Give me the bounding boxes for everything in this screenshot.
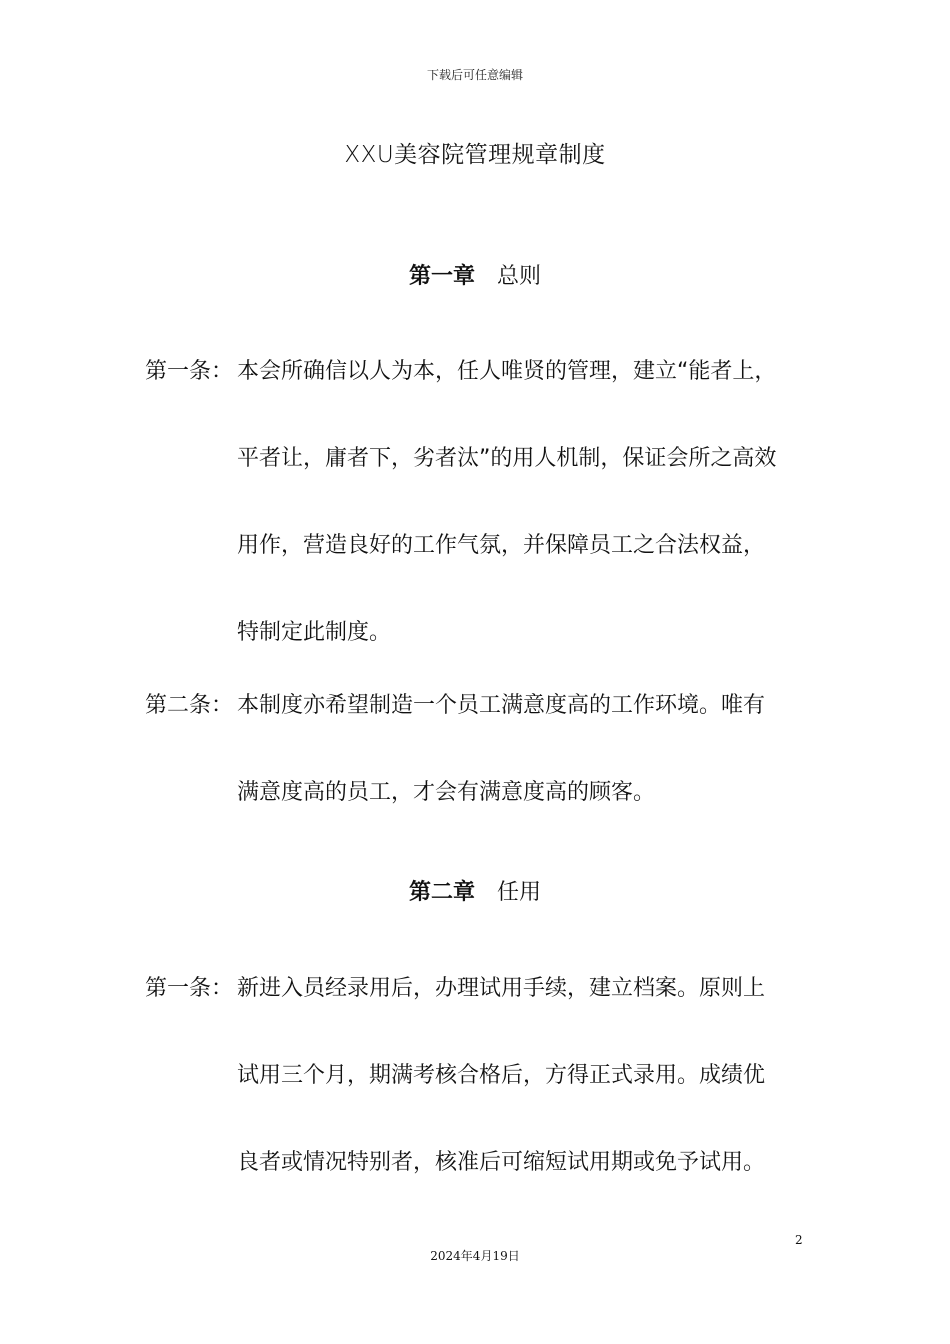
article-line: 本会所确信以人为本，任人唯贤的管理，建立“能者上， [237, 359, 777, 384]
article-line: 本制度亦希望制造一个员工满意度高的工作环境。唯有 [237, 693, 766, 718]
article-line: 良者或情况特别者，核准后可缩短试用期或免予试用。 [237, 1150, 766, 1175]
article-label: 第二条： [145, 693, 234, 718]
article-line: 平者让，庸者下，劣者汰”的用人机制，保证会所之高效 [237, 446, 777, 471]
document-title: XXU美容院管理规章制度 [344, 142, 606, 168]
article-line: 用作，营造良好的工作气氛，并保障员工之合法权益， [237, 533, 766, 558]
article-label: 第一条： [145, 359, 234, 384]
article [145, 662, 815, 836]
article-line: 满意度高的员工，才会有满意度高的顾客。 [237, 780, 656, 805]
article-line: 新进入员经录用后，办理试用手续，建立档案。原则上 [237, 976, 766, 1001]
chapter-number: 第二章 [408, 880, 475, 905]
article [145, 328, 815, 676]
article [145, 945, 815, 1206]
article-line: 试用三个月，期满考核合格后，方得正式录用。成绩优 [237, 1063, 766, 1088]
chapter-number: 第一章 [408, 264, 475, 289]
chapter-name: 任用 [497, 880, 542, 905]
page-number: 2 [795, 1233, 803, 1247]
chapter-name: 总则 [497, 264, 542, 289]
chapter-heading [0, 875, 950, 906]
chapter-heading [0, 259, 950, 290]
header-note: 下载后可任意编辑 [426, 68, 523, 82]
article-label: 第一条： [145, 976, 234, 1001]
article-line: 特制定此制度。 [237, 620, 392, 645]
footer-date: 2024年4月19日 [430, 1249, 520, 1263]
